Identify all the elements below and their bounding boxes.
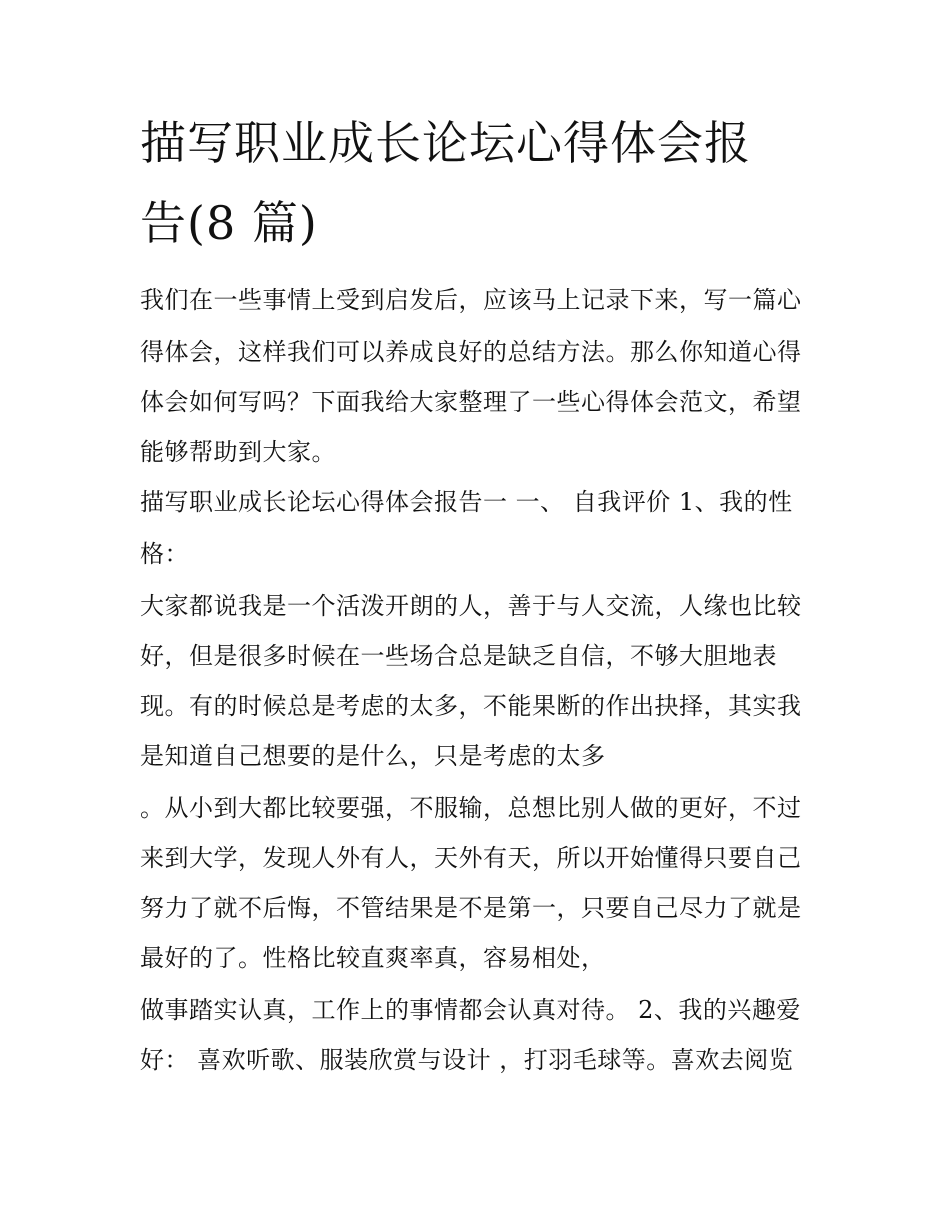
paragraph-line: 描写职业成长论坛心得体会报告一 一、 自我评价 1、我的性 (140, 488, 793, 516)
paragraph-line: 我们在一些事情上受到启发后，应该马上记录下来，写一篇心 (140, 286, 802, 314)
document-title-line-1: 描写职业成长论坛心得体会报 (140, 116, 751, 170)
paragraph-line: 大家都说我是一个活泼开朗的人，善于与人交流，人缘也比较 (140, 592, 802, 620)
paragraph-line: 能够帮助到大家。 (140, 438, 336, 466)
paragraph-line: 是知道自己想要的是什么，只是考虑的太多 (140, 742, 606, 770)
paragraph-line: 。从小到大都比较要强，不服输，总想比别人做的更好，不过 (140, 794, 802, 822)
paragraph-line: 体会如何写吗？下面我给大家整理了一些心得体会范文，希望 (140, 388, 802, 416)
paragraph-line: 得体会，这样我们可以养成良好的总结方法。那么你知道心得 (140, 338, 802, 366)
paragraph-line: 最好的了。性格比较直爽率真，容易相处， (140, 944, 606, 972)
paragraph-line: 做事踏实认真，工作上的事情都会认真对待。 2、我的兴趣爱 (140, 996, 801, 1024)
paragraph-line: 努力了就不后悔，不管结果是不是第一，只要自己尽力了就是 (140, 894, 802, 922)
paragraph-line: 好： 喜欢听歌、服装欣赏与设计 ，打羽毛球等。喜欢去阅览 (140, 1046, 794, 1074)
paragraph-line: 来到大学，发现人外有人，天外有天，所以开始懂得只要自己 (140, 844, 802, 872)
paragraph-line: 现。有的时候总是考虑的太多，不能果断的作出抉择，其实我 (140, 692, 802, 720)
paragraph-line: 格： (140, 540, 189, 568)
paragraph-line: 好，但是很多时候在一些场合总是缺乏自信，不够大胆地表 (140, 642, 777, 670)
document-title-line-2: 告(8 篇) (140, 196, 318, 250)
